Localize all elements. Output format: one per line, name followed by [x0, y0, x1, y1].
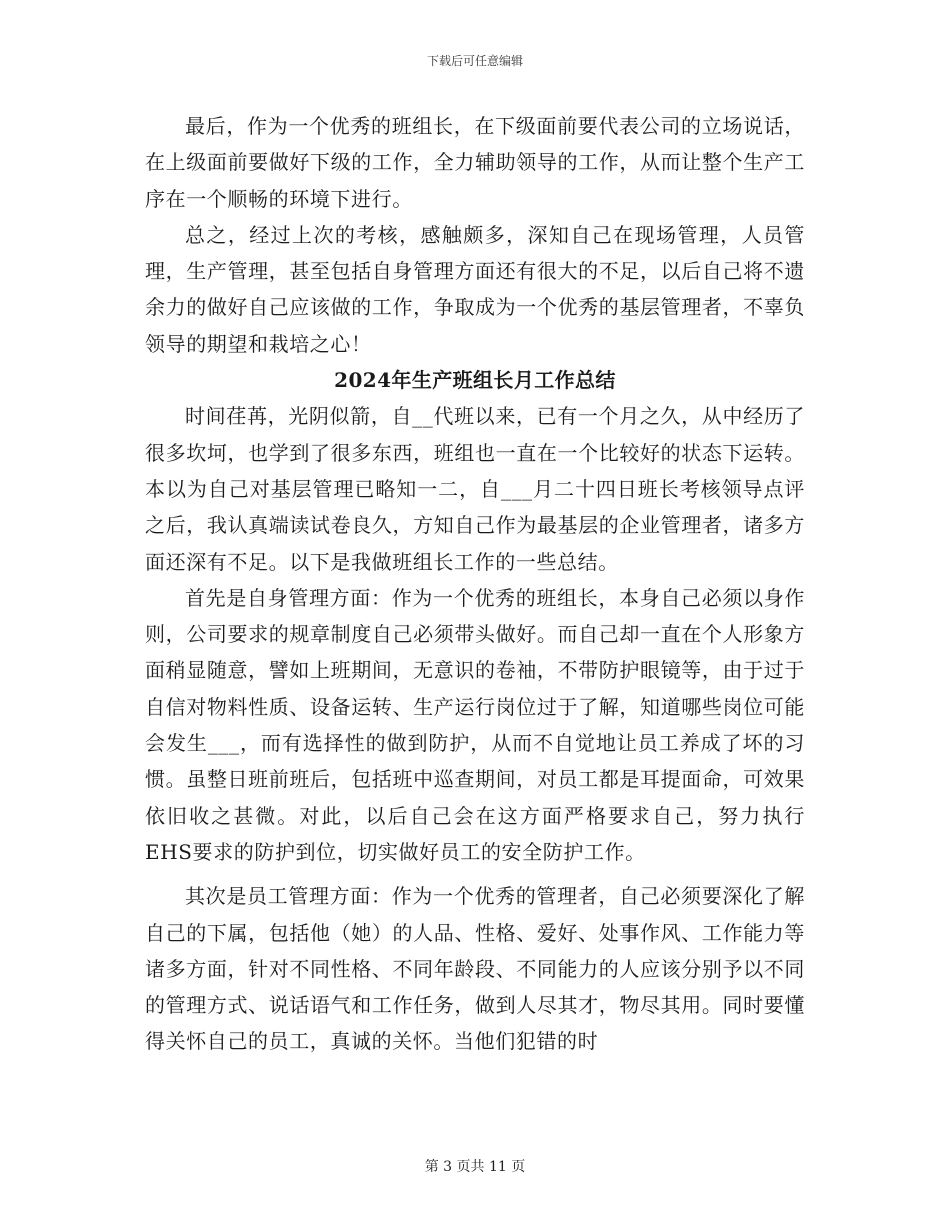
page-footer: 第 3 页共 11 页 [424, 1159, 526, 1175]
page-header: 下载后可任意编辑 [426, 54, 523, 68]
paragraph-spacer [145, 870, 805, 878]
paragraph-intro: 时间荏苒，光阴似箭，自__代班以来，已有一个月之久，从中经历了很多坎坷，也学到了很多东西，班组也一直在一个比较好的状态下运转。本以为自己对基层管理已略知一二，自___月二十四日班长考核领导点评之后，我认真端读试卷良久，方知自己作为最基层的企业管理者，诸多方面还深有不足。以下是我做班组长工作的一些总结。 [145, 404, 805, 574]
paragraph-staff-management: 其次是员工管理方面：作为一个优秀的管理者，自己必须要深化了解自己的下属，包括他（她）的人品、性格、爱好、处事作风、工作能力等诸多方面，针对不同性格、不同年龄段、不同能力的人应该分别予以不同的管理方式、说话语气和工作任务，做到人尽其才，物尽其用。同时要懂得关怀自己的员工，真诚的关怀。当他们犯错的时 [145, 884, 805, 1054]
paragraph-summary: 总之，经过上次的考核，感触颇多，深知自己在现场管理，人员管理，生产管理，甚至包括自身管理方面还有很大的不足，以后自己将不遗余力的做好自己应该做的工作，争取成为一个优秀的基层管理者，不辜负领导的期望和栽培之心！ [145, 222, 805, 356]
paragraph-conclusion-final: 最后，作为一个优秀的班组长，在下级面前要代表公司的立场说话，在上级面前要做好下级的工作，全力辅助领导的工作，从而让整个生产工序在一个顺畅的环境下进行。 [145, 114, 805, 211]
paragraph-self-management: 首先是自身管理方面：作为一个优秀的班组长，本身自己必须以身作则，公司要求的规章制度自己必须带头做好。而自己却一直在个人形象方面稍显随意，譬如上班期间，无意识的卷袖，不带防护眼镜等，由于过于自信对物料性质、设备运转、生产运行岗位过于了解，知道哪些岗位可能会发生___，而有选择性的做到防护，从而不自觉地让员工养成了坏的习惯。虽整日班前班后，包括班中巡查期间，对员工都是耳提面命，可效果依旧收之甚微。对此，以后自己会在这方面严格要求自己，努力执行EHS要求的防护到位，切实做好员工的安全防护工作。 [145, 585, 805, 864]
section-title: 2024年生产班组长月工作总结 [334, 368, 616, 393]
document-body [145, 108, 805, 1060]
